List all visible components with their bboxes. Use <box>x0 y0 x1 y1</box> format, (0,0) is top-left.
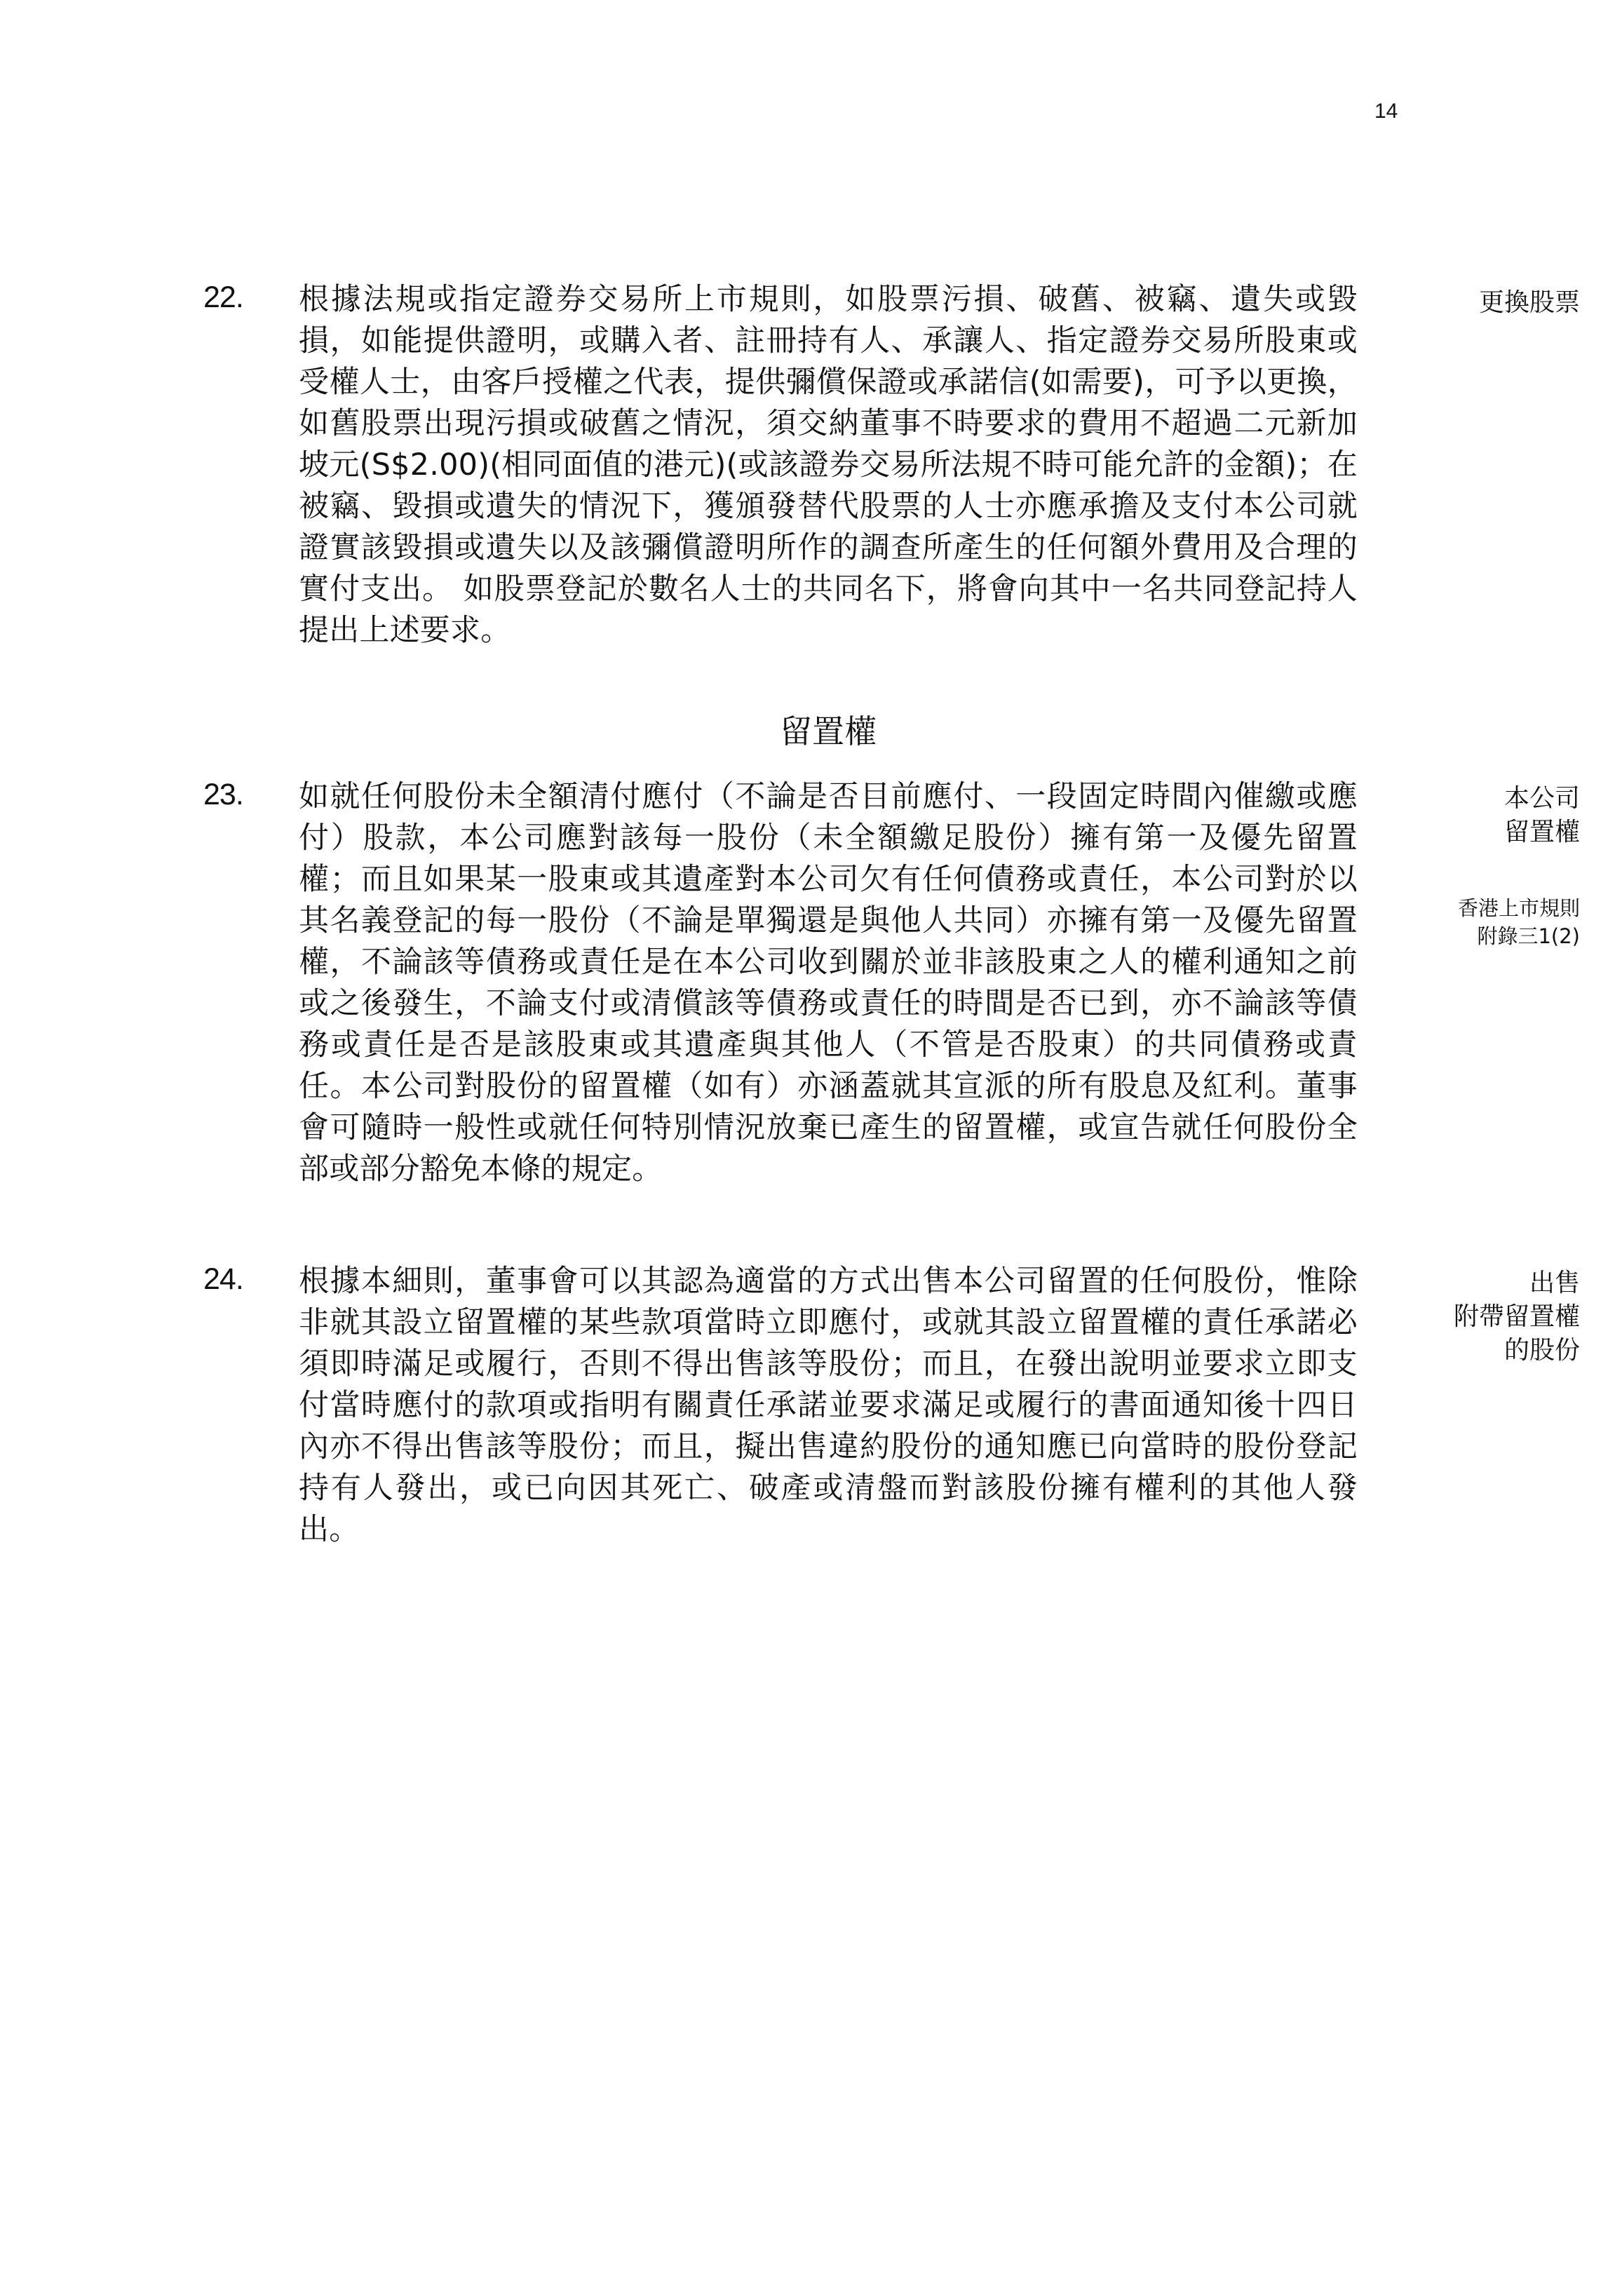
margin-note <box>1479 286 1580 320</box>
margin-note <box>1504 782 1580 849</box>
margin-reference-line: 香港上市規則 <box>1457 896 1580 920</box>
margin-note-line: 更換股票 <box>1478 288 1580 317</box>
clause-text: 根據法規或指定證券交易所上市規則，如股票污損、破舊、被竊、遺失或毀損，如能提供證明，或購入者、註冊持有人、承讓人、指定證券交易所股東或受權人士，由客戶授權之代表，提供彌償保證或承諾信(如需要)，可予以更換，如舊股票出現污損或破舊之情況，須交納董事不時要求的費用不超過二元新加坡元(S$2.00)(相同面值的港元)(或該證券交易所法規不時可能允許的金額)；在被竊、毀損或遺失的情況下，獲頒發替代股票的人士亦應承擔及支付本公司就證實該毀損或遺失以及該彌償證明所作的調查所產生的任何額外費用及合理的實付支出。 如股票登記於數名人士的共同名下，將會向其中一名共同登記持人提出上述要求。 <box>299 282 1358 648</box>
clause-number: 23. <box>203 778 243 811</box>
clause-text: 如就任何股份未全額清付應付（不論是否目前應付、一段固定時間內催繳或應付）股款，本公司應對該每一股份（未全額繳足股份）擁有第一及優先留置權；而且如果某一股東或其遺產對本公司欠有任何債務或責任，本公司對於以其名義登記的每一股份（不論是單獨還是與他人共同）亦擁有第一及優先留置權，不論該等債務或責任是在本公司收到關於並非該股東之人的權利通知之前或之後發生，不論支付或清償該等債務或責任的時間是否已到，亦不論該等債務或責任是否是該股東或其遺產與其他人（不管是否股東）的共同債務或責任。本公司對股份的留置權（如有）亦涵蓋就其宣派的所有股息及紅利。董事會可隨時一般性或就任何特別情況放棄已產生的留置權，或宣告就任何股份全部或部分豁免本條的規定。 <box>299 779 1358 1187</box>
clause-number: 24. <box>203 1262 243 1296</box>
margin-reference-line: 附錄三1(2) <box>1477 924 1580 948</box>
clause-number: 22. <box>203 281 243 314</box>
clause-text: 根據本細則，董事會可以其認為適當的方式出售本公司留置的任何股份，惟除非就其設立留置權的某些款項當時立即應付，或就其設立留置權的責任承諾必須即時滿足或履行，否則不得出售該等股份；而且，在發出說明並要求立即支付當時應付的款項或指明有關責任承諾並要求滿足或履行的書面通知後十四日內亦不得出售該等股份；而且，擬出售違約股份的通知應已向當時的股份登記持有人發出，或已向因其死亡、破產或清盤而對該股份擁有權利的其他人發出。 <box>299 1264 1358 1547</box>
margin-note-line: 附帶留置權 <box>1453 1302 1580 1331</box>
margin-note-line: 留置權 <box>1503 818 1580 846</box>
section-heading: 留置權 <box>780 713 877 750</box>
margin-note-line: 的股份 <box>1503 1336 1580 1365</box>
margin-note-line: 本公司 <box>1503 784 1580 813</box>
margin-reference <box>1458 894 1580 950</box>
margin-note <box>1454 1267 1580 1368</box>
page-number: 14 <box>1374 100 1398 123</box>
margin-note-line: 出售 <box>1529 1269 1580 1297</box>
